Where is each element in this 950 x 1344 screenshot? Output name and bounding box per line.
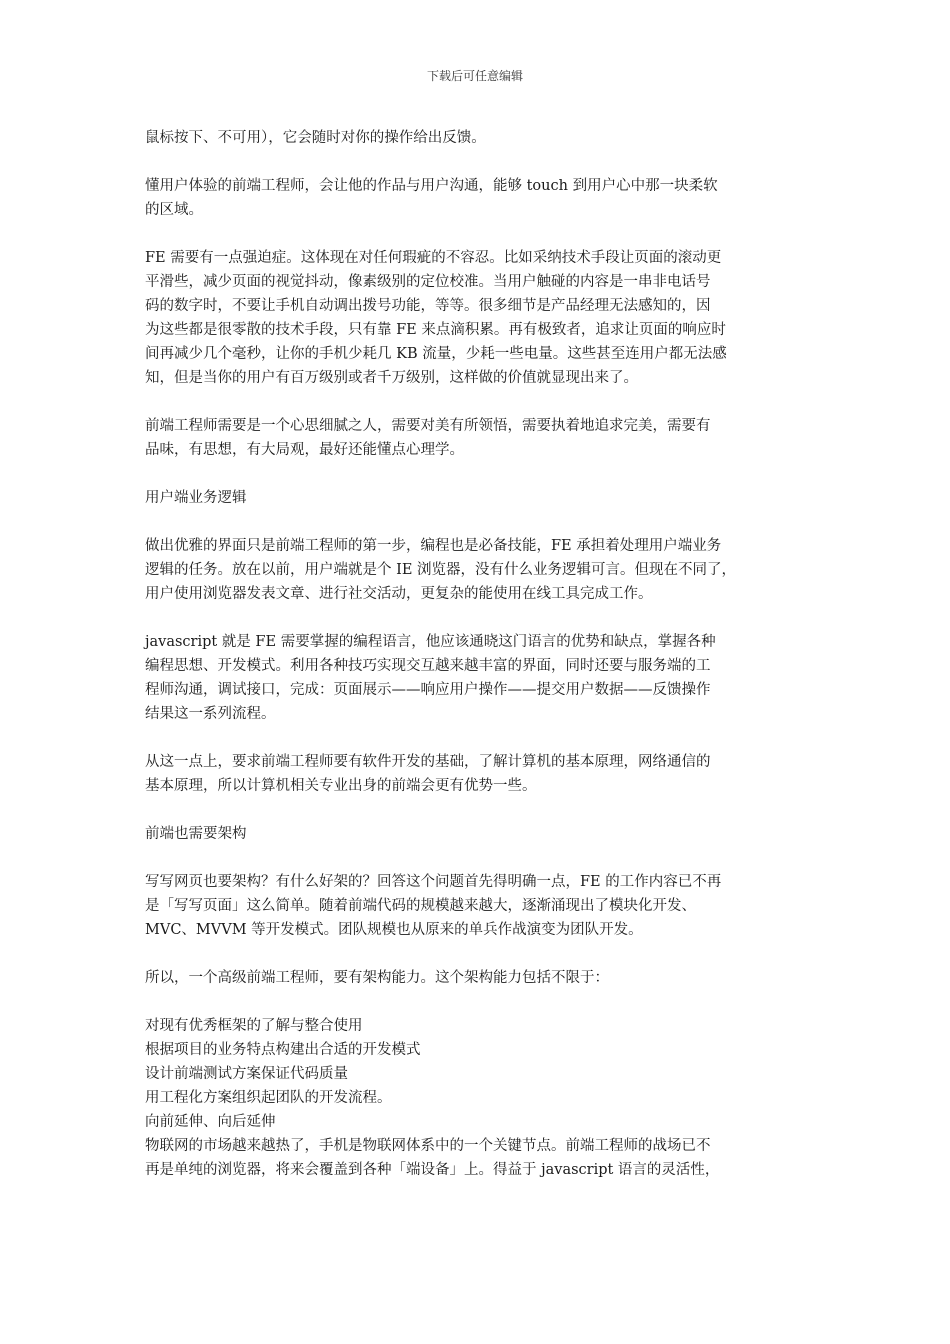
paragraph: 物联网的市场越来越热了，手机是物联网体系中的一个关键节点。前端工程师的战场已不 再是单纯的浏览器，将来会覆盖到各种「端设备」上。得益于 javascript 语言的灵活性，: [145, 1138, 720, 1178]
section-heading-architecture: 前端也需要架构: [145, 826, 247, 842]
list-item: 根据项目的业务特点构建出合适的开发模式: [145, 1042, 421, 1058]
paragraph: 前端工程师需要是一个心思细腻之人，需要对美有所领悟，需要执着地追求完美，需要有 品味，有思想，有大局观，最好还能懂点心理学。: [145, 418, 711, 458]
paragraph: 所以，一个高级前端工程师，要有架构能力。这个架构能力包括不限于：: [145, 970, 609, 986]
list-item: 设计前端测试方案保证代码质量: [145, 1066, 348, 1082]
paragraph: 写写网页也要架构？有什么好架的？回答这个问题首先得明确一点，FE 的工作内容已不再 是「写写页面」这么简单。随着前端代码的规模越来越大，逐渐涌现出了模块化开发、 MVC、MVVM 等开发模式。团队规模也从原来的单兵作战演变为团队开发。: [145, 874, 722, 938]
section-heading-client-logic: 用户端业务逻辑: [145, 490, 247, 506]
paragraph: 懂用户体验的前端工程师，会让他的作品与用户沟通，能够 touch 到用户心中那一块柔软 的区域。: [145, 178, 718, 218]
architecture-skills-list: [145, 1014, 810, 1134]
list-item: 对现有优秀框架的了解与整合使用: [145, 1018, 363, 1034]
document-body: [145, 126, 810, 1182]
list-item: 向前延伸、向后延伸: [145, 1114, 276, 1130]
paragraph: FE 需要有一点强迫症。这体现在对任何瑕疵的不容忍。比如采纳技术手段让页面的滚动更 平滑些，减少页面的视觉抖动，像素级别的定位校准。当用户触碰的内容是一串非电话号 码的数字时，不要让手机自动调出拨号功能，等等。很多细节是产品经理无法感知的，因 为这些都是很零散的技术手段，只有靠 FE 来点滴积累。再有极致者，追求让页面的响应时 间再减少几个毫秒，让你的手机少耗几 KB 流量，少耗一些电量。这些甚至连用户都无法感 知，但是当你的用户有百万级别或者千万级别，这样做的价值就显现出来了。: [145, 250, 727, 386]
list-item: 用工程化方案组织起团队的开发流程。: [145, 1090, 392, 1106]
paragraph: javascript 就是 FE 需要掌握的编程语言，他应该通晓这门语言的优势和缺点，掌握各种 编程思想、开发模式。利用各种技巧实现交互越来越丰富的界面，同时还要与服务端的工 程师沟通，调试接口，完成：页面展示——响应用户操作——提交用户数据——反馈操作 结果这一系列流程。: [145, 634, 716, 722]
paragraph: 做出优雅的界面只是前端工程师的第一步，编程也是必备技能，FE 承担着处理用户端业务 逻辑的任务。放在以前，用户端就是个 IE 浏览器，没有什么业务逻辑可言。但现在不同了， 用户使用浏览器发表文章、进行社交活动，更复杂的能使用在线工具完成工作。: [145, 538, 737, 602]
paragraph: 鼠标按下、不可用），它会随时对你的操作给出反馈。: [145, 130, 486, 146]
paragraph: 从这一点上，要求前端工程师要有软件开发的基础，了解计算机的基本原理，网络通信的 基本原理，所以计算机相关专业出身的前端会更有优势一些。: [145, 754, 711, 794]
page-header-note: 下载后可任意编辑: [426, 69, 523, 83]
